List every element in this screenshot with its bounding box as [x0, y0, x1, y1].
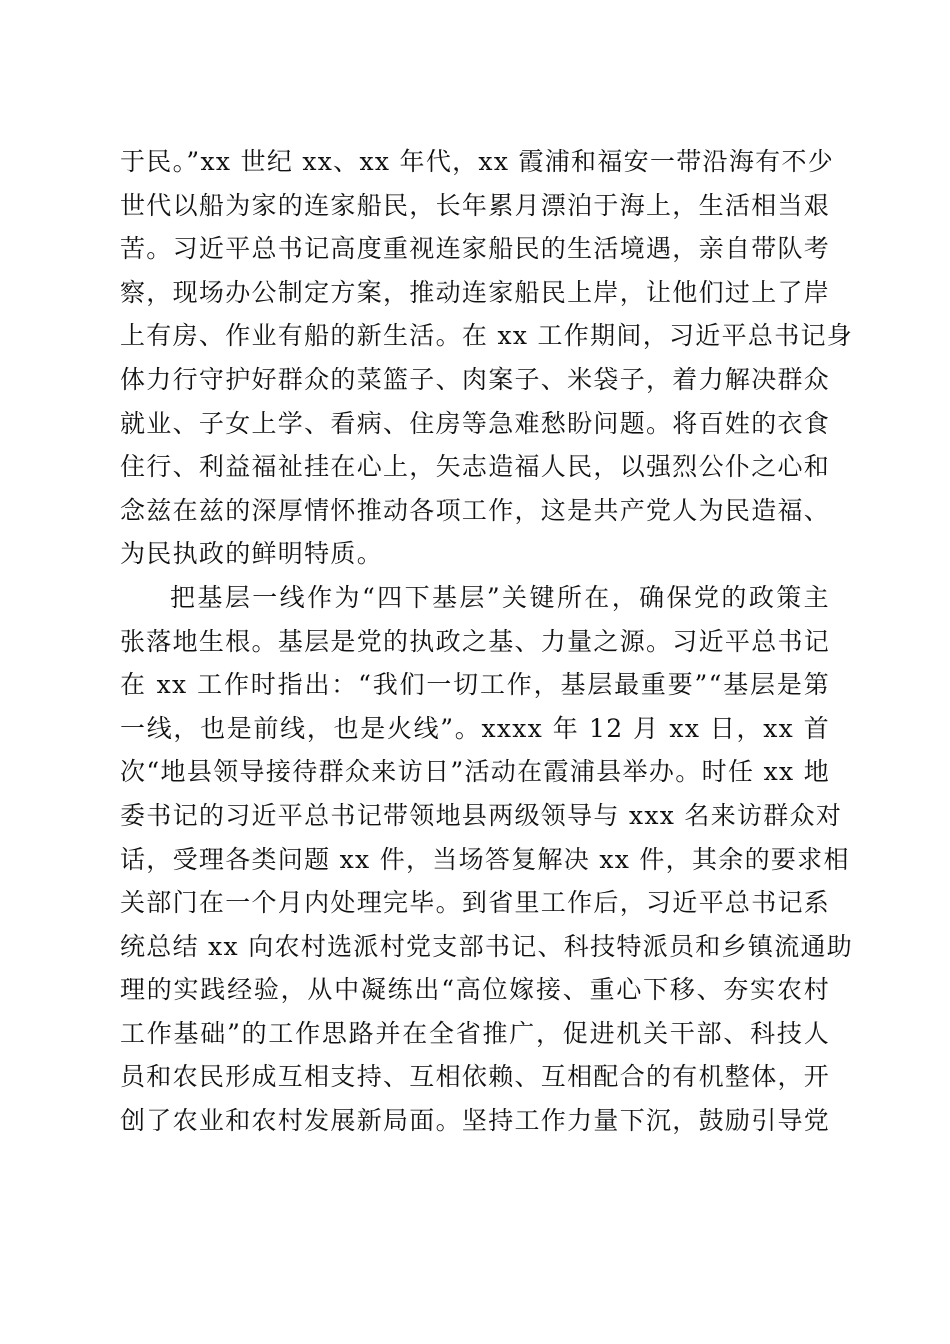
paragraph-line: 员和农民形成互相支持、互相依赖、互相配合的有机整体，开	[120, 1062, 831, 1092]
paragraph-line: 一线，也是前线，也是火线”。xxxx 年 12 月 xx 日，xx 首	[120, 713, 830, 743]
paragraph-2	[120, 576, 854, 1143]
paragraph-line: 上有房、作业有船的新生活。在 xx 工作期间，习近平总书记身	[120, 321, 854, 351]
paragraph-line: 苦。习近平总书记高度重视连家船民的生活境遇，亲自带队考	[120, 234, 831, 264]
body-text	[120, 140, 854, 1143]
paragraph-line: 话，受理各类问题 xx 件，当场答复解决 xx 件，其余的要求相	[120, 844, 850, 874]
paragraph-line: 次“地县领导接待群众来访日”活动在霞浦县举办。时任 xx 地	[120, 757, 830, 787]
paragraph-line: 委书记的习近平总书记带领地县两级领导与 xxx 名来访群众对	[120, 800, 843, 830]
paragraph-line: 就业、子女上学、看病、住房等急难愁盼问题。将百姓的衣食	[120, 408, 831, 438]
paragraph-line: 察，现场办公制定方案，推动连家船民上岸，让他们过上了岸	[120, 277, 831, 307]
paragraph-line: 创了农业和农村发展新局面。坚持工作力量下沉，鼓励引导党	[120, 1106, 831, 1136]
paragraph-line: 在 xx 工作时指出：“我们一切工作，基层最重要”“基层是第	[120, 670, 830, 700]
paragraph-line: 工作基础”的工作思路并在全省推广，促进机关干部、科技人	[120, 1018, 830, 1048]
paragraph-1	[120, 140, 854, 576]
paragraph-line: 把基层一线作为“四下基层”关键所在，确保党的政策主	[170, 582, 830, 612]
paragraph-line: 于民。”xx 世纪 xx、xx 年代，xx 霞浦和福安一带沿海有不少	[120, 147, 835, 176]
paragraph-line: 理的实践经验，从中凝练出“高位嫁接、重心下移、夯实农村	[120, 975, 830, 1005]
paragraph-line: 体力行守护好群众的菜篮子、肉案子、米袋子，着力解决群众	[120, 364, 831, 394]
paragraph-line: 住行、利益福祉挂在心上，矢志造福人民，以强烈公仆之心和	[120, 452, 831, 482]
paragraph-line: 为民执政的鲜明特质。	[120, 539, 384, 569]
paragraph-line: 世代以船为家的连家船民，长年累月漂泊于海上，生活相当艰	[120, 190, 831, 220]
paragraph-line: 关部门在一个月内处理完毕。到省里工作后，习近平总书记系	[120, 888, 831, 918]
paragraph-line: 统总结 xx 向农村选派村党支部书记、科技特派员和乡镇流通助	[120, 931, 854, 961]
paragraph-line: 念兹在兹的深厚情怀推动各项工作，这是共产党人为民造福、	[120, 495, 831, 525]
paragraph-line: 张落地生根。基层是党的执政之基、力量之源。习近平总书记	[120, 626, 831, 656]
